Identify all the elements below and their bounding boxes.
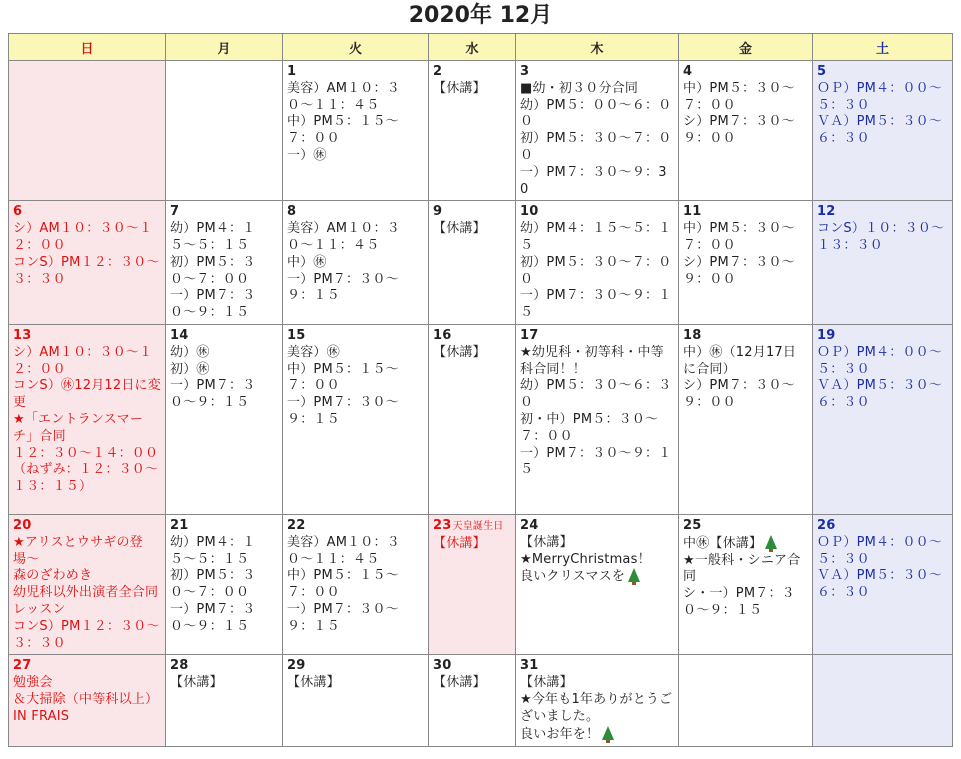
day-cell[interactable] xyxy=(813,201,953,325)
schedule-line xyxy=(520,692,674,726)
weekday-sat: 土 xyxy=(813,34,953,61)
schedule-line xyxy=(170,378,278,412)
calendar-title: 2020年 12月 xyxy=(408,3,553,28)
schedule-text: 一）PM７：３０〜９：１５ xyxy=(170,378,256,411)
schedule-text: 幼）PM４：１５〜５：１５ xyxy=(170,221,256,253)
schedule-text: 一）PM７：３０〜９：１５ xyxy=(287,395,399,427)
day-number xyxy=(520,204,674,221)
day-number-text: 28 xyxy=(170,658,189,674)
day-number-text: 21 xyxy=(170,517,189,533)
day-cell[interactable] xyxy=(283,655,429,747)
schedule-text: （ねずみ：１２：３０〜１３：１５） xyxy=(13,462,159,495)
schedule-text: 中）PM５：１５〜７：００ xyxy=(287,114,399,147)
day-number xyxy=(287,64,424,81)
christmas-tree-icon xyxy=(765,535,777,549)
weekday-wed: 水 xyxy=(429,34,516,61)
schedule-line xyxy=(13,535,161,569)
schedule-text: 中）PM５：３０〜７：００ xyxy=(683,80,795,113)
schedule-line xyxy=(287,81,424,115)
schedule-line xyxy=(433,81,511,98)
schedule-text: 一）PM７：３０〜９：１５ xyxy=(170,288,256,321)
schedule-line xyxy=(170,535,278,569)
schedule-line xyxy=(287,535,424,569)
schedule-line xyxy=(13,221,161,255)
day-cell[interactable] xyxy=(9,514,166,654)
schedule-line xyxy=(520,255,674,289)
schedule-text: 中㊡【休講】 xyxy=(683,535,763,551)
day-cell[interactable] xyxy=(9,61,166,201)
day-cell[interactable] xyxy=(166,655,283,747)
schedule-text: 一）㊡ xyxy=(287,147,327,163)
schedule-text: シ）PM７：３０〜９：００ xyxy=(683,114,795,147)
schedule-line xyxy=(520,412,674,446)
day-cell[interactable] xyxy=(429,324,516,514)
day-number xyxy=(520,518,674,535)
schedule-text: コンS）１０：３０〜１３：３０ xyxy=(817,221,945,253)
day-number xyxy=(13,204,161,221)
day-number-text: 13 xyxy=(13,327,32,343)
schedule-text: 良いクリスマスを xyxy=(520,569,626,585)
day-number xyxy=(287,328,424,345)
schedule-text: シ・一）PM７：３０〜９：１５ xyxy=(683,586,795,618)
schedule-line xyxy=(13,709,161,726)
day-cell[interactable] xyxy=(813,655,953,747)
day-number-text: 27 xyxy=(13,658,32,674)
schedule-text: 【休講】 xyxy=(433,344,486,360)
schedule-text: 【休講】 xyxy=(433,80,486,96)
schedule-text: 一）PM７：３０〜９：１５ xyxy=(520,288,672,321)
schedule-text: ★今年も1年ありがとうございました。 xyxy=(520,691,673,724)
day-cell[interactable] xyxy=(166,514,283,654)
schedule-text: 中）㊡（12月17日に合同） xyxy=(683,344,797,377)
week-row xyxy=(9,61,953,201)
day-cell[interactable] xyxy=(679,514,813,654)
schedule-line xyxy=(287,148,424,165)
schedule-text: 中）PM５：３０〜７：００ xyxy=(683,221,795,253)
schedule-text: コンS）㊡12月12日に変更 xyxy=(13,378,161,411)
schedule-text: 【休講】 xyxy=(287,675,340,691)
schedule-text: 初）PM５：３０〜７：００ xyxy=(520,254,672,287)
schedule-line xyxy=(683,553,808,587)
schedule-line xyxy=(433,675,511,692)
schedule-line xyxy=(683,81,808,115)
holiday-note: 天皇誕生日 xyxy=(452,520,504,532)
schedule-text: 【休講】 xyxy=(433,675,486,691)
schedule-text: 【休講】 xyxy=(170,675,223,691)
day-cell[interactable] xyxy=(9,655,166,747)
schedule-text: ＯＰ）PM４：００〜５：３０ xyxy=(817,344,943,377)
schedule-line xyxy=(13,619,161,653)
schedule-line xyxy=(683,255,808,289)
schedule-text: ＶＡ）PM５：３０〜６：３０ xyxy=(817,114,943,147)
schedule-text: 勉強会 xyxy=(13,675,53,691)
schedule-text: 美容）AM１０：３０〜１１：４５ xyxy=(287,534,400,567)
schedule-line xyxy=(520,345,674,379)
day-number xyxy=(817,64,948,81)
schedule-line xyxy=(287,395,424,429)
day-cell[interactable] xyxy=(429,514,516,654)
schedule-line xyxy=(520,81,674,98)
schedule-line xyxy=(170,602,278,636)
schedule-line xyxy=(817,568,948,602)
schedule-text: ★幼児科・初等科・中等科合同！！ xyxy=(520,344,664,377)
day-number xyxy=(287,204,424,221)
day-number xyxy=(170,204,278,221)
day-number xyxy=(683,204,808,221)
day-number-text: 3 xyxy=(520,64,530,79)
day-cell[interactable] xyxy=(166,201,283,325)
day-number-text: 6 xyxy=(13,204,23,220)
schedule-line xyxy=(520,726,674,744)
day-cell[interactable] xyxy=(9,201,166,325)
schedule-text: ★一般科・シニア合同 xyxy=(683,552,801,585)
schedule-text: １２：３０〜１４：００ xyxy=(13,445,159,461)
weekday-header-row xyxy=(9,34,953,61)
day-number-text: 29 xyxy=(287,658,306,674)
day-number xyxy=(683,328,808,345)
schedule-text: IN FRAIS xyxy=(13,708,70,724)
schedule-text: 一）PM７：３０〜９：１５ xyxy=(520,445,672,478)
schedule-text: ■幼・初３０分合同 xyxy=(520,80,639,96)
christmas-tree-icon xyxy=(602,726,614,740)
day-number-text: 7 xyxy=(170,204,180,220)
day-number xyxy=(520,64,674,81)
schedule-text: ＆大掃除（中等科以上） xyxy=(13,691,159,707)
schedule-text: ★「エントランスマーチ」合同 xyxy=(13,411,144,444)
calendar-table xyxy=(8,33,953,747)
schedule-line xyxy=(287,568,424,602)
day-number-text: 11 xyxy=(683,204,702,220)
schedule-line xyxy=(287,602,424,636)
weekday-sun: 日 xyxy=(9,34,166,61)
schedule-line xyxy=(520,675,674,692)
day-number xyxy=(13,658,161,675)
schedule-line xyxy=(170,221,278,255)
day-number-text: 23 xyxy=(433,517,452,533)
schedule-line xyxy=(520,568,674,586)
day-number-text: 20 xyxy=(13,517,32,533)
schedule-text: 初）PM５：３０〜７：００ xyxy=(170,568,256,601)
schedule-line xyxy=(817,378,948,412)
weekday-fri: 金 xyxy=(679,34,813,61)
day-cell[interactable] xyxy=(283,514,429,654)
schedule-line xyxy=(520,552,674,569)
day-number-text: 4 xyxy=(683,64,693,79)
schedule-line xyxy=(170,568,278,602)
schedule-text: 一）PM７：３０〜９：１５ xyxy=(170,601,256,634)
schedule-text: 一）PM７：３０〜９：30 xyxy=(520,164,667,197)
day-cell[interactable] xyxy=(813,61,953,201)
day-number-text: 8 xyxy=(287,204,297,220)
schedule-line xyxy=(520,446,674,480)
day-number xyxy=(170,518,278,535)
day-number-text: 16 xyxy=(433,327,452,343)
schedule-line xyxy=(13,378,161,412)
day-number-text: 17 xyxy=(520,327,539,343)
day-number xyxy=(817,204,948,221)
schedule-line xyxy=(520,165,674,199)
schedule-text: 中）PM５：１５〜７：００ xyxy=(287,361,399,394)
schedule-text: 美容）AM１０：３０〜１１：４５ xyxy=(287,221,400,253)
schedule-line xyxy=(13,255,161,289)
schedule-line xyxy=(817,221,948,255)
schedule-text: シ）PM７：３０〜９：００ xyxy=(683,378,795,411)
day-number-text: 22 xyxy=(287,517,306,533)
schedule-text: 初）PM５：３０〜７：００ xyxy=(520,131,672,163)
day-cell[interactable] xyxy=(679,655,813,747)
schedule-line xyxy=(287,362,424,396)
day-number-text: 5 xyxy=(817,64,827,79)
day-number-text: 31 xyxy=(520,658,539,674)
day-number xyxy=(433,658,511,675)
schedule-text: 美容）AM１０：３０〜１１：４５ xyxy=(287,80,400,113)
schedule-line xyxy=(287,272,424,306)
schedule-line xyxy=(287,114,424,148)
day-number xyxy=(170,328,278,345)
schedule-line xyxy=(817,114,948,148)
schedule-text: ＶＡ）PM５：３０〜６：３０ xyxy=(817,378,943,411)
christmas-tree-icon xyxy=(628,568,640,582)
schedule-text: 幼）PM４：１５〜５：１５ xyxy=(170,534,256,567)
day-number xyxy=(520,328,674,345)
day-cell[interactable] xyxy=(429,61,516,201)
schedule-text: 幼）PM５：００〜６：００ xyxy=(520,97,672,130)
day-cell[interactable] xyxy=(9,324,166,514)
day-number-text: 24 xyxy=(520,517,539,533)
day-number-text: 2 xyxy=(433,64,443,79)
schedule-line xyxy=(433,345,511,362)
day-number-text: 18 xyxy=(683,327,702,343)
day-number xyxy=(683,518,808,535)
schedule-text: ★MerryChristmas！ xyxy=(520,551,651,567)
week-row xyxy=(9,324,953,514)
schedule-line xyxy=(683,535,808,553)
schedule-text: 【休講】 xyxy=(433,221,486,237)
day-number xyxy=(433,328,511,345)
day-cell[interactable] xyxy=(516,514,679,654)
day-cell[interactable] xyxy=(166,61,283,201)
schedule-line xyxy=(13,446,161,463)
day-number-text: 9 xyxy=(433,204,443,220)
schedule-line xyxy=(287,345,424,362)
day-number-text: 15 xyxy=(287,327,306,343)
day-number-text: 26 xyxy=(817,517,836,533)
schedule-line xyxy=(170,345,278,362)
schedule-text: 一）PM７：３０〜９：１５ xyxy=(287,271,399,304)
schedule-line xyxy=(287,675,424,692)
week-row xyxy=(9,655,953,747)
schedule-line xyxy=(287,221,424,255)
day-number-text: 25 xyxy=(683,517,702,533)
week-row xyxy=(9,201,953,325)
day-number-text: 30 xyxy=(433,658,452,674)
schedule-line xyxy=(170,675,278,692)
day-cell[interactable] xyxy=(429,201,516,325)
schedule-text: ★アリスとウサギの登場〜 xyxy=(13,534,143,567)
schedule-line xyxy=(433,536,511,553)
day-number xyxy=(13,328,161,345)
schedule-line xyxy=(13,345,161,379)
schedule-line xyxy=(520,288,674,322)
schedule-text: 初）㊡ xyxy=(170,361,210,377)
schedule-text: 【休講】 xyxy=(520,675,573,691)
schedule-text: ＯＰ）PM４：００〜５：３０ xyxy=(817,80,943,113)
schedule-line xyxy=(13,412,161,446)
day-number-text: 10 xyxy=(520,204,539,220)
day-number xyxy=(433,204,511,221)
schedule-line xyxy=(13,462,161,496)
day-number xyxy=(817,328,948,345)
schedule-line xyxy=(817,81,948,115)
day-cell[interactable] xyxy=(516,201,679,325)
day-number xyxy=(520,658,674,675)
day-cell[interactable] xyxy=(166,324,283,514)
schedule-text: 幼）PM５：３０〜６：３０ xyxy=(520,378,672,411)
schedule-text: コンS）PM１２：３０〜３：３０ xyxy=(13,254,160,287)
day-cell[interactable] xyxy=(283,61,429,201)
day-number-text: 14 xyxy=(170,327,189,343)
schedule-line xyxy=(170,362,278,379)
weekday-tue: 火 xyxy=(283,34,429,61)
schedule-text: 幼）PM４：１５〜５：１５ xyxy=(520,221,672,253)
schedule-line xyxy=(817,535,948,569)
schedule-text: シ）AM１０：３０〜１２：００ xyxy=(13,221,153,253)
week-row xyxy=(9,514,953,654)
day-number xyxy=(683,64,808,81)
schedule-text: 中）PM５：１５〜７：００ xyxy=(287,568,399,601)
schedule-text: 美容）㊡ xyxy=(287,344,340,360)
schedule-text: 良いお年を！ xyxy=(520,726,600,742)
day-number xyxy=(433,518,511,536)
schedule-text: シ）PM７：３０〜９：００ xyxy=(683,254,795,287)
day-cell[interactable] xyxy=(516,61,679,201)
weekday-mon: 月 xyxy=(166,34,283,61)
schedule-text: 【休講】 xyxy=(520,534,573,550)
day-cell[interactable] xyxy=(679,61,813,201)
schedule-line xyxy=(683,345,808,379)
day-cell[interactable] xyxy=(516,655,679,747)
day-number xyxy=(170,658,278,675)
day-cell[interactable] xyxy=(283,324,429,514)
weekday-thu: 木 xyxy=(516,34,679,61)
schedule-line xyxy=(520,98,674,132)
schedule-line xyxy=(520,378,674,412)
schedule-line xyxy=(683,378,808,412)
day-cell[interactable] xyxy=(679,201,813,325)
schedule-line xyxy=(13,692,161,709)
schedule-text: 一）PM７：３０〜９：１５ xyxy=(287,601,399,634)
schedule-line xyxy=(170,255,278,289)
day-cell[interactable] xyxy=(679,324,813,514)
schedule-line xyxy=(13,585,161,619)
day-number xyxy=(287,658,424,675)
schedule-text: 【休講】 xyxy=(433,535,486,551)
schedule-line xyxy=(683,221,808,255)
schedule-line xyxy=(13,568,161,585)
schedule-line xyxy=(287,255,424,272)
schedule-line xyxy=(817,345,948,379)
day-number xyxy=(13,518,161,535)
schedule-line xyxy=(13,675,161,692)
schedule-line xyxy=(520,221,674,255)
day-cell[interactable] xyxy=(283,201,429,325)
day-number-text: 1 xyxy=(287,64,297,79)
schedule-text: 中）㊡ xyxy=(287,254,327,270)
schedule-text: 幼）㊡ xyxy=(170,344,210,360)
schedule-line xyxy=(520,535,674,552)
schedule-text: 幼児科以外出演者全合同レッスン xyxy=(13,585,159,617)
day-number-text: 19 xyxy=(817,327,836,343)
day-cell[interactable] xyxy=(429,655,516,747)
schedule-line xyxy=(683,586,808,620)
day-cell[interactable] xyxy=(516,324,679,514)
schedule-line xyxy=(433,221,511,238)
schedule-line xyxy=(683,114,808,148)
day-number xyxy=(287,518,424,535)
schedule-text: ＶＡ）PM５：３０〜６：３０ xyxy=(817,568,943,601)
schedule-text: コンS）PM１２：３０〜３：３０ xyxy=(13,618,160,651)
day-cell[interactable] xyxy=(813,324,953,514)
schedule-text: 初）PM５：３０〜７：００ xyxy=(170,254,256,287)
schedule-line xyxy=(170,288,278,322)
day-number xyxy=(433,64,511,81)
day-cell[interactable] xyxy=(813,514,953,654)
day-number-text: 12 xyxy=(817,204,836,220)
schedule-text: 初・中）PM５：３０〜７：００ xyxy=(520,411,659,444)
schedule-text: 森のざわめき xyxy=(13,568,93,584)
schedule-text: シ）AM１０：３０〜１２：００ xyxy=(13,344,153,377)
day-number xyxy=(817,518,948,535)
schedule-text: ＯＰ）PM４：００〜５：３０ xyxy=(817,534,943,567)
schedule-line xyxy=(520,131,674,165)
